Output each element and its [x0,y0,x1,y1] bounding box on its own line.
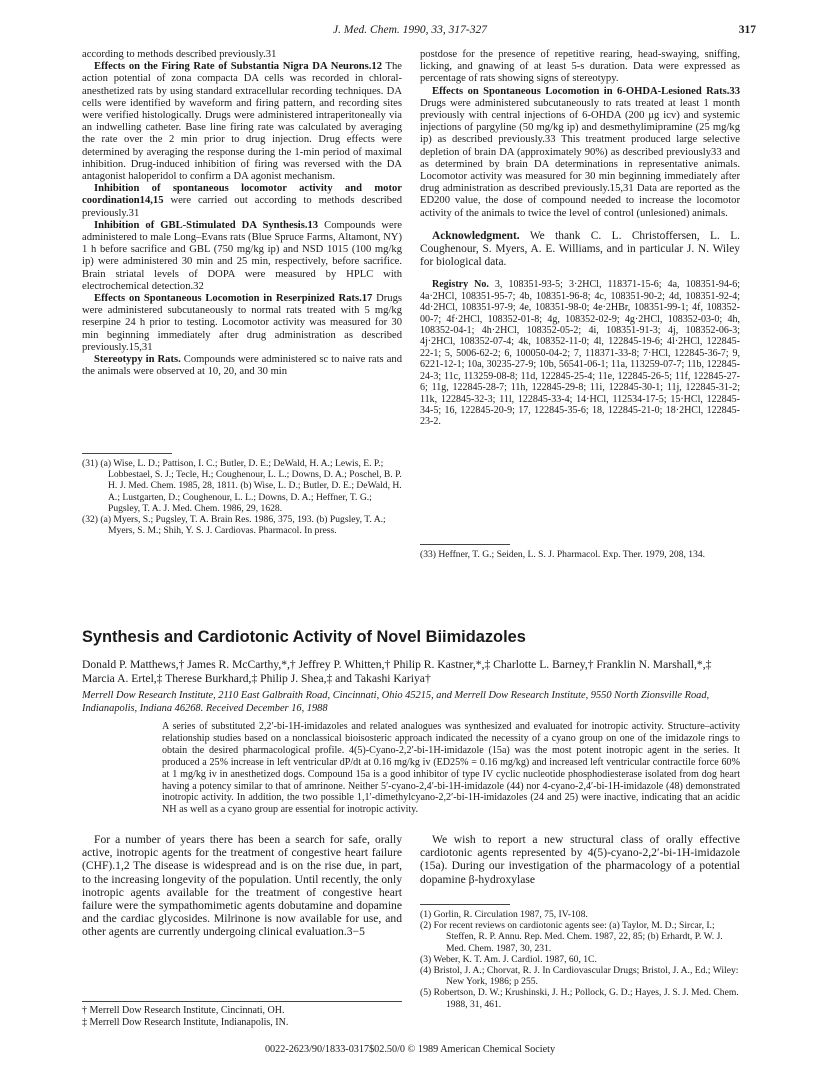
institution-note: † Merrell Dow Research Institute, Cincinnati, OH. [82,1005,285,1016]
paragraph: Inhibition of GBL-Stimulated DA Synthesis.13 Compounds were administered to male Long–Evans rats (Blue Spruce Farms, Altamont, NY) 1 h before sacrifice and GBL (750 mg/kg ip) and NSD 1015 (100 mg/kg ip) were administered 30 min and 25 min, respectively, before sacrifice. Brain striatal levels of DOPA were measured by HPLC with electrochemical detection.32 [82,219,402,292]
paragraph: For a number of years there has been a search for safe, orally active, inotropic agents for the treatment of congestive heart failure (CHF).1,2 The disease is widespread and is on the rise due, in part, to the increasing longevity of the population. Until recently, the only inotropic agents available for the treatment of congestive heart failure were the sympathomimetic agents dobutamine and dopamine and the cardiac glycosides. Milrinone is now available for use, and other agents are currently undergoing clinical evaluation.3−5 [82,833,402,939]
footnote-divider [82,453,172,454]
article-abstract: A series of substituted 2,2′-bi-1H-imidazoles and related analogues was synthesized and evaluated for inotropic activity. Structure–activity relationship studies based on a nonclassical bioisosteric approach indicated the necessity of a cyano group on one of the imidazole rings to obtain the desired pharmacological profile. 4(5)-Cyano-2,2′-bi-1H-imidazole (15a) was the most potent inotropic agent in the series. It produced a 25% increase in left ventricular dP/dt at 0.16 mg/kg iv (ED25% = 0.16 mg/kg) and increased left ventricular contractile force 60% at 1 mg/kg iv in anesthetized dogs. Compound 15a is a good inhibitor of type IV cyclic nucleotide phosphodiesterase isolated from dog heart having a potency similar to that of amrinone. Neither 5′-cyano-2,4′-bi-1H-imidazole (44) nor 4-cyano-2,4′-bi-1H-imidazole (48) demonstrated inotropic activity. In addition, the two possible 1,1′-dimethylcyano-2,2′-bi-1H-imidazoles (24 and 25) were inactive, indicating that an acidic NH as well as a cyano group are essential for inotropic activity. [162,721,740,816]
paragraph: according to methods described previously.31 [82,49,277,60]
paragraph: Effects on Spontaneous Locomotion in Reserpinized Rats.17 Drugs were administered subcutaneously to normal rats treated with 5 mg/kg reserpine 24 h prior to testing. Locomotor activity was measured for 30 min beginning immediately after drug administration as described previously.15,31 [82,293,402,353]
institution-divider [82,1001,402,1002]
paragraph: Stereotypy in Rats. Compounds were administered sc to naive rats and the animals were observed at 10, 20, and 30 min [82,354,402,378]
page-number: 317 [738,24,756,36]
article-title: Synthesis and Cardiotonic Activity of Novel Biimidazoles [82,628,526,646]
article-authors: Donald P. Matthews,† James R. McCarthy,*,† Jeffrey P. Whitten,† Philip R. Kastner,*,‡ Charlotte L. Barney,† Franklin N. Marshall,*,‡ Marcia A. Ertel,‡ Therese Burkhard,‡ Philip J. Shea,‡ and Takashi Kariya† [82,658,712,686]
running-header [0,24,820,40]
paragraph: We wish to report a new structural class of orally effective cardiotonic agents represented by 4(5)-cyano-2,2′-bi-1H-imidazole (15a). During our investigation of the pharmacology of a potential dopamine β-hydroxylase [420,833,740,886]
run-in-heading: Inhibition of GBL-Stimulated DA Synthesis.13 [94,219,319,231]
footnote: (2) For recent reviews on cardiotonic agents see: (a) Taylor, M. D.; Sircar, I.; Steffen, R. P. Annu. Rep. Med. Chem. 1987, 22, 85; (b) Erhardt, P. W. J. Med. Chem. 1987, 30, 231. [420,920,723,954]
footnote: (31) (a) Wise, L. D.; Pattison, I. C.; Butler, D. E.; DeWald, H. A.; Lewis, E. P.; Lobbestael, S. J.; Tecle, H.; Coughenour, L. L.; Downs, D. A.; Poschel, B. P. H. J. Med. Chem. 1985, 28, 1811. (b) Wise, L. D.; Butler, D. E.; DeWald, H. A.; Lustgarten, D.; Coughenour, L. L.; Downs, D. A.; Heffner, T. G.; Pugsley, T. A. J. Med. Chem. 1986, 29, 1628. [82,458,402,514]
footnote: (3) Weber, K. T. Am. J. Cardiol. 1987, 60, 1C. [420,953,597,965]
left-footnotes [82,458,402,536]
registry-numbers: Registry No. 3, 108351-93-5; 3·2HCl, 118371-15-6; 4a, 108351-94-6; 4a·2HCl, 108351-95-7; 4b, 108351-96-8; 4c, 108351-90-2; 4d, 108351-92-4; 4d·2HCl, 108351-97-9; 4e, 108351-98-0; 4e·2HBr, 108351-99-1; 4f, 108352-00-7; 4f·2HCl, 108352-01-8; 4g, 108352-02-9; 4g·2HCl, 108352-03-0; 4h, 108352-04-1; 4h·2HCl, 108352-05-2; 4i, 108351-91-3; 4j, 108352-06-3; 4j·2HCl, 108352-07-4; 4k, 108352-11-0; 4l, 122845-19-6; 4l·2HCl, 122845-22-1; 5, 5006-62-2; 6, 100050-04-2; 7, 118371-33-8; 7·HCl, 122845-36-7; 9, 6221-12-1; 10a, 30235-27-9; 10b, 56541-06-1; 11a, 113259-07-7; 11b, 122845-24-3; 11c, 113259-08-8; 11d, 122845-25-4; 11e, 122845-26-5; 11f, 122845-27-6; 11g, 122845-28-7; 11h, 122845-29-8; 11i, 122845-30-1; 11j, 122845-31-2; 11k, 122845-32-3; 11l, 122845-33-4; 14·HCl, 112534-17-5; 15·HCl, 122845-34-5; 16, 122845-20-9; 17, 122845-35-6; 18, 122845-21-0; 18·2HCl, 122845-23-2. [420,279,741,428]
run-in-heading: Stereotypy in Rats. [94,354,181,366]
footnote: (32) (a) Myers, S.; Pugsley, T. A. Brain Res. 1986, 375, 193. (b) Pugsley, T. A.; Myers, S. M.; Shih, Y. S. J. Cardiovas. Pharmacol. In press. [82,514,386,537]
footnote: (4) Bristol, J. A.; Chorvat, R. J. In Cardiovascular Drugs; Bristol, J. A., Ed.; Wiley: New York, 1986; p 255. [420,965,739,988]
run-in-heading: Effects on the Firing Rate of Substantia Nigra DA Neurons.12 [94,61,383,73]
right-footnotes [420,549,740,560]
run-in-heading: Effects on Spontaneous Locomotion in 6-OHDA-Lesioned Rats.33 [432,85,740,97]
institution-note: ‡ Merrell Dow Research Institute, Indianapolis, IN. [82,1016,289,1028]
paragraph: Effects on the Firing Rate of Substantia Nigra DA Neurons.12 The action potential of zona compacta DA cells was recorded in chloral-anesthetized rats by using standard extracellular recording techniques. DA cells were identified by waveform and firing pattern, and recording sites were verified histologically. Drugs were administered intraperitoneally via an indwelling catheter. Base line firing rate was calculated by averaging the rate over the 2 min prior to drug injection. Drug effects were determined by averaging the response during the 1-min period of maximal inhibition. Drug-induced inhibition of firing was reversed with the DA antagonist haloperidol to confirm a DA agonist mechanism. [82,61,402,183]
article-body-right [420,833,740,886]
footnote-divider [420,544,510,545]
footnote-divider [420,904,510,905]
paragraph: Effects on Spontaneous Locomotion in 6-OHDA-Lesioned Rats.33 Drugs were administered subcutaneously to rats treated at least 1 month previously with central injections of 6-OHDA (200 μg icv) and systemic injections of pargyline (50 mg/kg ip) and desmethylimipramine (25 mg/kg ip) as described previously.33 This treatment produced large selective depletion of brain DA (approximately 90%) as described previously33 and as determined by brain DA determinations in representative animals. Locomotor activity was measured for 30 min beginning immediately after drug administration as described previously.15,31 Data are reported as the ED200 value, the dose of compound needed to increase the locomotor activity of the animals to twice the level of control (unlesioned) animals. [420,85,740,219]
article-body-left [82,833,402,939]
paragraph: postdose for the presence of repetitive rearing, head-swaying, sniffing, licking, and gnawing of at least 5-s duration. Data were expressed as percentage of rats showing signs of stereotypy. [420,49,740,85]
institution-notes [82,1005,402,1029]
journal-reference: J. Med. Chem. 1990, 33, 317-327 [333,24,487,36]
acknowledgment: Acknowledgment. We thank C. L. Christoffersen, L. L. Coughenour, S. Myers, A. E. Williams, and in particular J. N. Wiley for biological data. [420,229,740,269]
paragraph: Inhibition of spontaneous locomotor activity and motor coordination14,15 were carried out according to methods described previously.31 [82,183,402,219]
copyright-footer: 0022-2623/90/1833-0317$02.50/0 © 1989 American Chemical Society [264,1044,556,1055]
left-column [82,49,402,378]
footnote: (33) Heffner, T. G.; Seiden, L. S. J. Pharmacol. Exp. Ther. 1979, 208, 134. [420,549,706,560]
run-in-heading: Effects on Spontaneous Locomotion in Reserpinized Rats.17 [94,293,373,305]
article-affiliation: Merrell Dow Research Institute, 2110 East Galbraith Road, Cincinnati, Ohio 45215, and Merrell Dow Research Institute, 9550 North Zionsville Road, Indianapolis, Indiana 46268. Received December 16, 1988 [82,690,710,714]
footnote: (5) Robertson, D. W.; Krushinski, J. H.; Pollock, G. D.; Hayes, J. S. J. Med. Chem. 1988, 31, 461. [420,987,739,1010]
right-column [420,49,740,428]
footnote: (1) Gorlin, R. Circulation 1987, 75, IV-108. [420,909,588,920]
article-footnotes [420,909,740,1010]
run-in-heading: Inhibition of spontaneous locomotor activity and motor coordination14,15 [82,183,402,207]
